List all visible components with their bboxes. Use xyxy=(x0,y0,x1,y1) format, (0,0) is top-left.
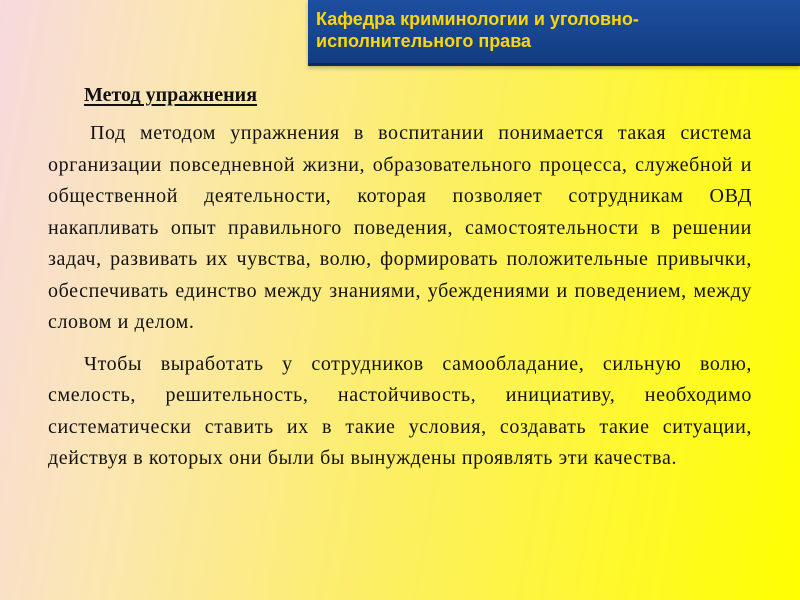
paragraph-application: Чтобы выработать у сотрудников самообладание, сильную волю, смелость, решительность, настойчивость, инициативу, необходимо систематически ставить их в такие условия, создавать такие ситуации, действуя в которых они были бы вынуждены проявлять эти качества. xyxy=(48,352,752,469)
header-banner xyxy=(308,0,800,66)
department-title: Кафедра криминологии и уголовно-исполнительного права xyxy=(316,9,639,51)
body-text xyxy=(48,118,752,475)
paragraph-definition: Под методом упражнения в воспитании понимается такая система организации повседневной жизни, образовательного процесса, служебной и общественной деятельности, которая позволяет сотрудникам ОВД накапливать опыт правильного поведения, самостоятельности в решении задач, развивать их чувства, волю, формировать положительные привычки, обеспечивать единство между знаниями, убеждениями и поведением, между словом и делом. xyxy=(48,122,752,333)
section-heading: Метод упражнения xyxy=(84,84,258,106)
